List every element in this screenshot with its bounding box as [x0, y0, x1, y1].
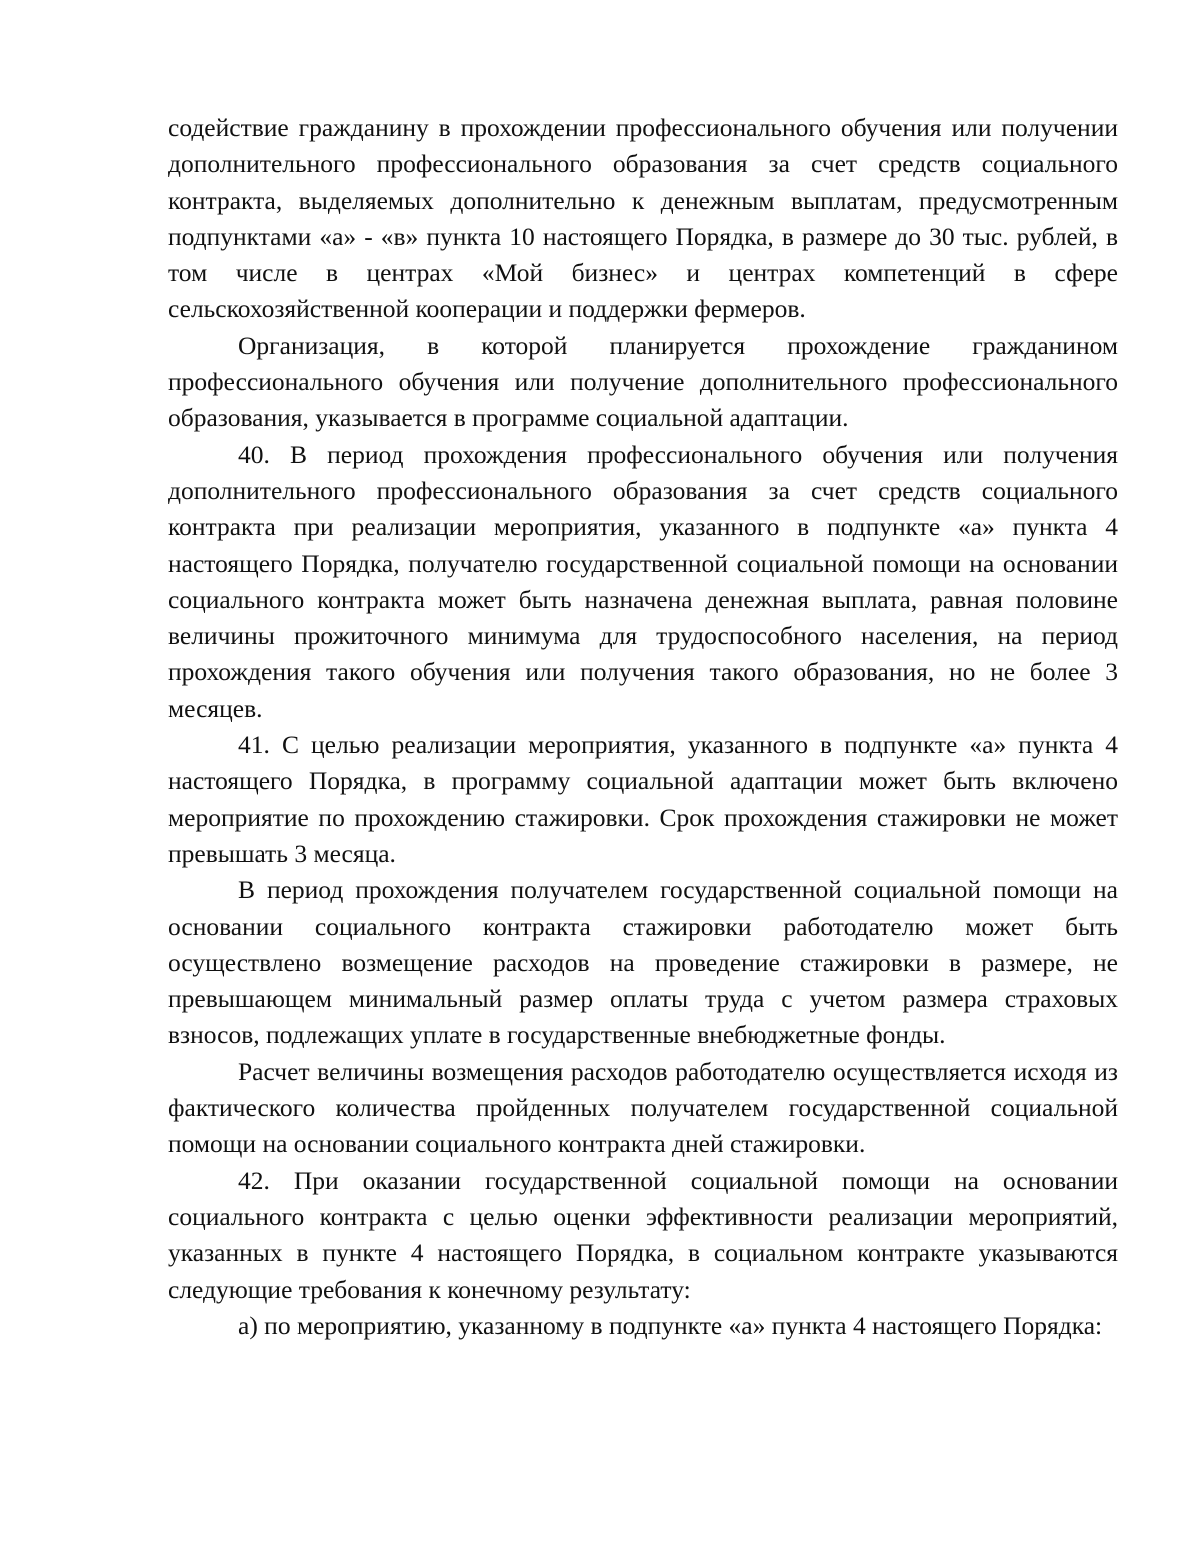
paragraph-compensation-calculation: Расчет величины возмещения расходов работодателю осуществляется исходя из фактического количества пройденных получателем государственной социальной помощи на основании социального контракта дней стажировки. [168, 1056, 1118, 1159]
paragraph-item-41: 41. С целью реализации мероприятия, указанного в подпункте «а» пункта 4 настоящего Порядка, в программу социальной адаптации может быть включено мероприятие по прохождению стажировки. Срок прохождения стажировки не может превышать 3 месяца. [168, 730, 1118, 868]
paragraph-item-42: 42. При оказании государственной социальной помощи на основании социального контракта с целью оценки эффективности реализации мероприятий, указанных в пункте 4 настоящего Порядка, в социальном контракте указываются следующие требования к конечному результату: [168, 1165, 1118, 1304]
paragraph-continuation: содействие гражданину в прохождении профессионального обучения или получении дополнительного профессионального образования за счет средств социального контракта, выделяемых дополнительно к денежным выплатам, предусмотренным подпунктами «а» - «в» пункта 10 настоящего Порядка, в размере до 30 тыс. рублей, в том числе в центрах «Мой бизнес» и центрах компетенций в сфере сельскохозяйственной кооперации и поддержки фермеров. [168, 113, 1118, 324]
paragraph-item-40: 40. В период прохождения профессионального обучения или получения дополнительного профессионального образования за счет средств социального контракта при реализации мероприятия, указанного в подпункте «а» пункта 4 настоящего Порядка, получателю государственной социальной помощи на основании социального контракта может быть назначена денежная выплата, равная половине величины прожиточного минимума для трудоспособного населения, на период прохождения такого обучения или получения такого образования, но не более 3 месяцев. [168, 439, 1118, 723]
document-page [168, 110, 1118, 1344]
paragraph-organization: Организация, в которой планируется прохождение гражданином профессионального обучения или получение дополнительного профессионального образования, указывается в программе социальной адаптации. [168, 330, 1118, 433]
paragraph-subitem-a: а) по мероприятию, указанному в подпункте «а» пункта 4 настоящего Порядка: [238, 1310, 1103, 1340]
paragraph-internship-compensation: В период прохождения получателем государственной социальной помощи на основании социального контракта стажировки работодателю может быть осуществлено возмещение расходов на проведение стажировки в размере, не превышающем минимальный размер оплаты труда с учетом размера страховых взносов, подлежащих уплате в государственные внебюджетные фонды. [168, 875, 1118, 1050]
